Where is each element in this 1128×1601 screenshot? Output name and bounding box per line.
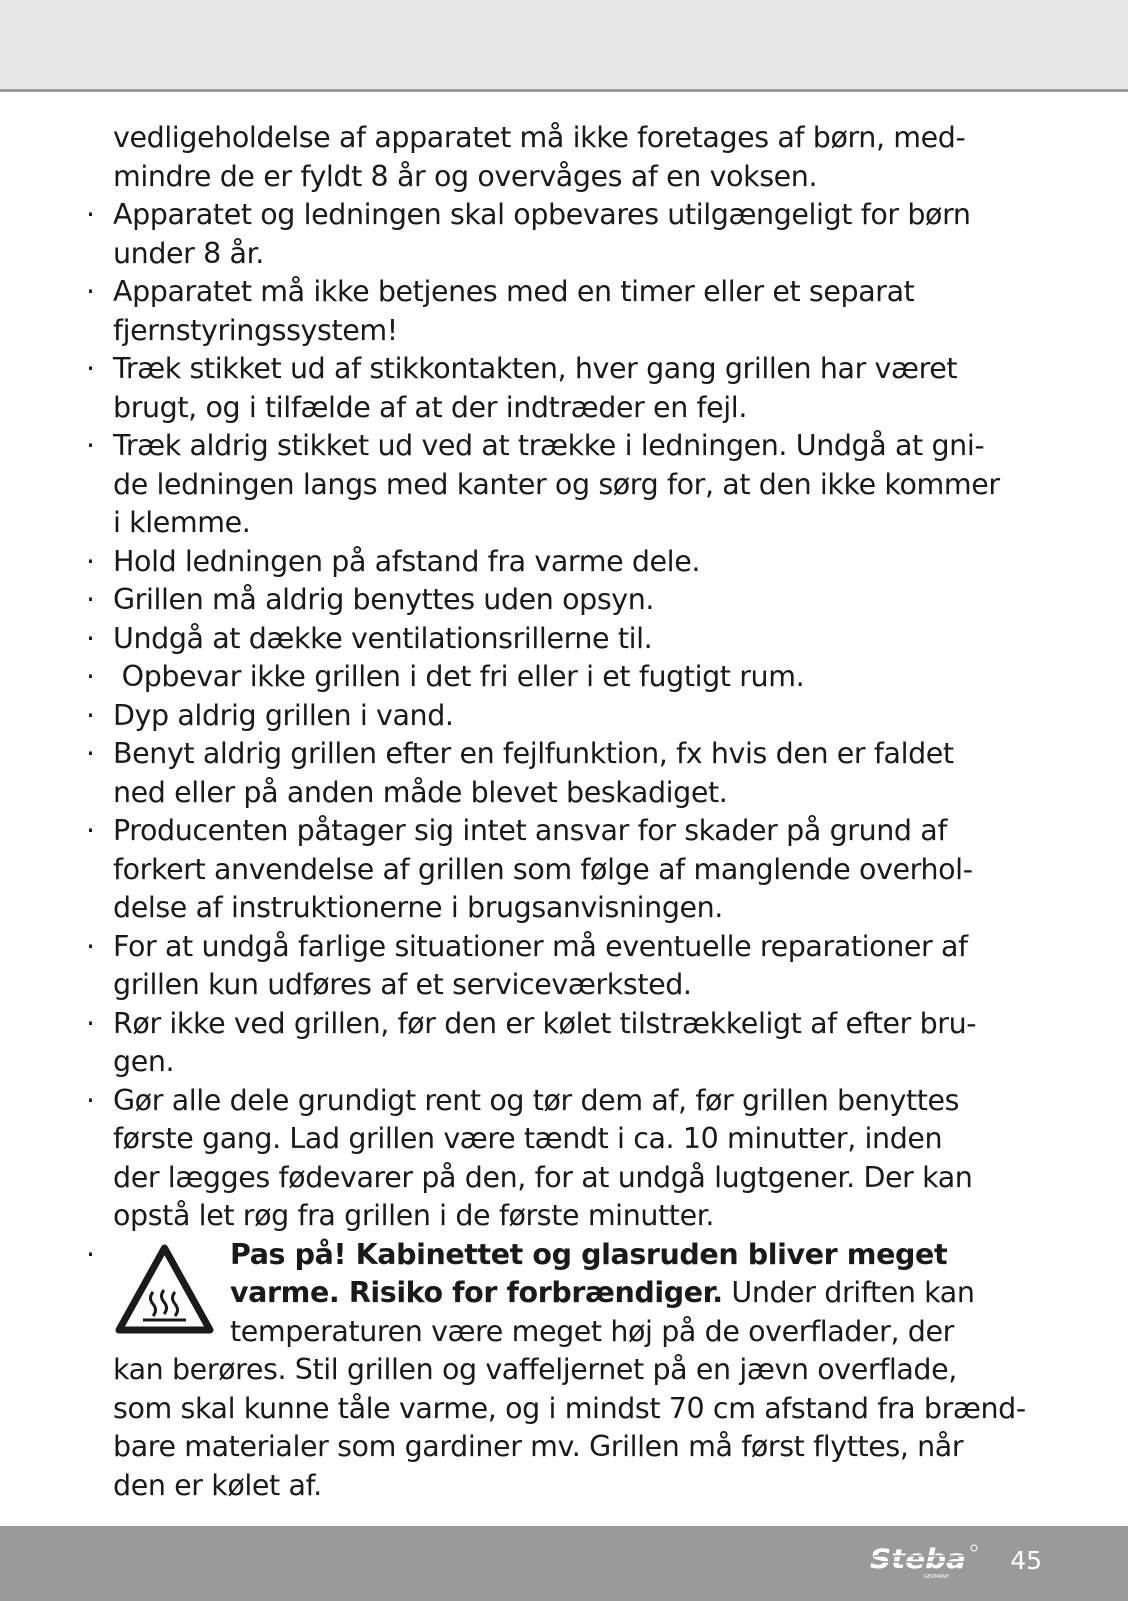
text-line: delse af instruktionerne i brugsanvisningen. (113, 891, 723, 924)
text-line: forkert anvendelse af grillen som følge af manglende overhol- (113, 852, 973, 886)
text-line: Producenten påtager sig intet ansvar for skader på grund af (113, 814, 947, 847)
warning-line (113, 1236, 1036, 1275)
list-item (86, 658, 1036, 697)
text-line: Apparatet og ledningen skal opbevares utilgængeligt for børn (113, 198, 971, 231)
list-item (86, 273, 1036, 350)
list-item (86, 928, 1036, 1005)
bullet-marker: · (86, 429, 95, 462)
bullet-marker: · (86, 621, 95, 655)
text-line: Gør alle dele grundigt rent og tør dem af, før grillen benyttes (113, 1083, 960, 1117)
continued-paragraph (86, 119, 1036, 196)
text-line: For at undgå farlige situationer må eventuelle reparationer af (113, 929, 968, 963)
list-item (86, 697, 1036, 736)
page-number: 45 (1010, 1546, 1042, 1575)
warning-line: bare materialer som gardiner mv. Grillen må først flyttes, når (113, 1430, 964, 1463)
list-item (86, 427, 1036, 543)
bullet-marker: · (86, 1006, 95, 1040)
text-line: fjernstyringssystem! (113, 313, 398, 347)
hot-surface-warning-icon (113, 1240, 216, 1340)
text-line: ned eller på anden måde blevet beskadiget. (113, 775, 728, 809)
bullet-marker: · (86, 660, 95, 693)
bullet-marker: · (86, 698, 95, 732)
text-line: i klemme. (113, 506, 251, 539)
text-line: de ledningen langs med kanter og sørg for, at den ikke kommer (113, 467, 1000, 501)
list-item (86, 581, 1036, 620)
text-line: Opbevar ikke grillen i det fri eller i et fugtigt rum. (113, 660, 805, 693)
warning-line: kan berøres. Stil grillen og vaffeljernet på en jævn overflade, (113, 1353, 957, 1386)
warning-heading-end: varme. Risiko for forbrændiger. (230, 1276, 723, 1309)
text-line: Rør ikke ved grillen, før den er kølet tilstrækkeligt af efter bru- (113, 1006, 977, 1040)
footer-band (0, 1526, 1128, 1601)
safety-instructions-list (86, 196, 1036, 1236)
text-line: opstå let røg fra grillen i de første minutter. (113, 1199, 715, 1232)
text-line: første gang. Lad grillen være tændt i ca. 10 minutter, inden (113, 1122, 943, 1155)
text-line: under 8 år. (113, 236, 264, 270)
warning-text: Under driften kan (722, 1276, 975, 1309)
list-item (86, 735, 1036, 812)
list-item (86, 1082, 1036, 1236)
bullet-marker: · (86, 544, 95, 578)
list-item (86, 812, 1036, 928)
text-line: Hold ledningen på afstand fra varme dele. (113, 544, 700, 578)
warning-line: temperaturen være meget høj på de overflader, der (230, 1314, 954, 1348)
text-line: Benyt aldrig grillen efter en fejlfunktion, fx hvis den er faldet (113, 737, 954, 770)
text-line: Undgå at dække ventilationsrillerne til. (113, 621, 653, 655)
list-item (86, 350, 1036, 427)
bullet-marker: · (86, 275, 95, 308)
warning-item (86, 1236, 1036, 1506)
warning-line: den er kølet af. (113, 1468, 322, 1502)
page-content (86, 119, 1036, 1505)
top-header-band (0, 0, 1128, 92)
warning-line (113, 1274, 1036, 1313)
warning-line: som skal kunne tåle varme, og i mindst 70 cm afstand fra brænd- (113, 1391, 1026, 1425)
list-item (86, 620, 1036, 659)
bullet-marker: · (86, 583, 95, 616)
text-line: Dyp aldrig grillen i vand. (113, 698, 454, 732)
text-line: Træk aldrig stikket ud ved at trække i ledningen. Undgå at gni- (113, 429, 985, 462)
text-line: mindre de er fyldt 8 år og overvåges af en voksen. (113, 159, 818, 193)
list-item (86, 543, 1036, 582)
text-line: Træk stikket ud af stikkontakten, hver gang grillen har været (113, 352, 958, 385)
text-line: vedligeholdelse af apparatet må ikke foretages af børn, med- (113, 121, 966, 154)
text-line: grillen kun udføres af et serviceværksted. (113, 968, 692, 1001)
text-line: Grillen må aldrig benyttes uden opsyn. (113, 583, 655, 616)
bullet-marker: · (86, 1083, 95, 1117)
list-item (86, 1005, 1036, 1082)
text-line: gen. (113, 1045, 175, 1078)
list-item (86, 196, 1036, 273)
text-line: brugt, og i tilfælde af at der indtræder en fejl. (113, 390, 747, 424)
bullet-marker: · (86, 1237, 95, 1271)
bullet-marker: · (86, 737, 95, 770)
text-line: der lægges fødevarer på den, for at undgå lugtgener. Der kan (113, 1160, 973, 1194)
steba-logo (868, 1542, 992, 1582)
logo-wordmark: Steba (870, 1544, 966, 1575)
bullet-marker: · (86, 198, 95, 231)
bullet-marker: · (86, 814, 95, 847)
text-line: Apparatet må ikke betjenes med en timer eller et separat (113, 275, 915, 308)
logo-tagline: GERMANY (924, 1574, 950, 1580)
bullet-marker: · (86, 352, 95, 385)
bullet-marker: · (86, 929, 95, 963)
warning-heading: Pas på! Kabinettet og glasruden bliver meget (230, 1237, 948, 1271)
